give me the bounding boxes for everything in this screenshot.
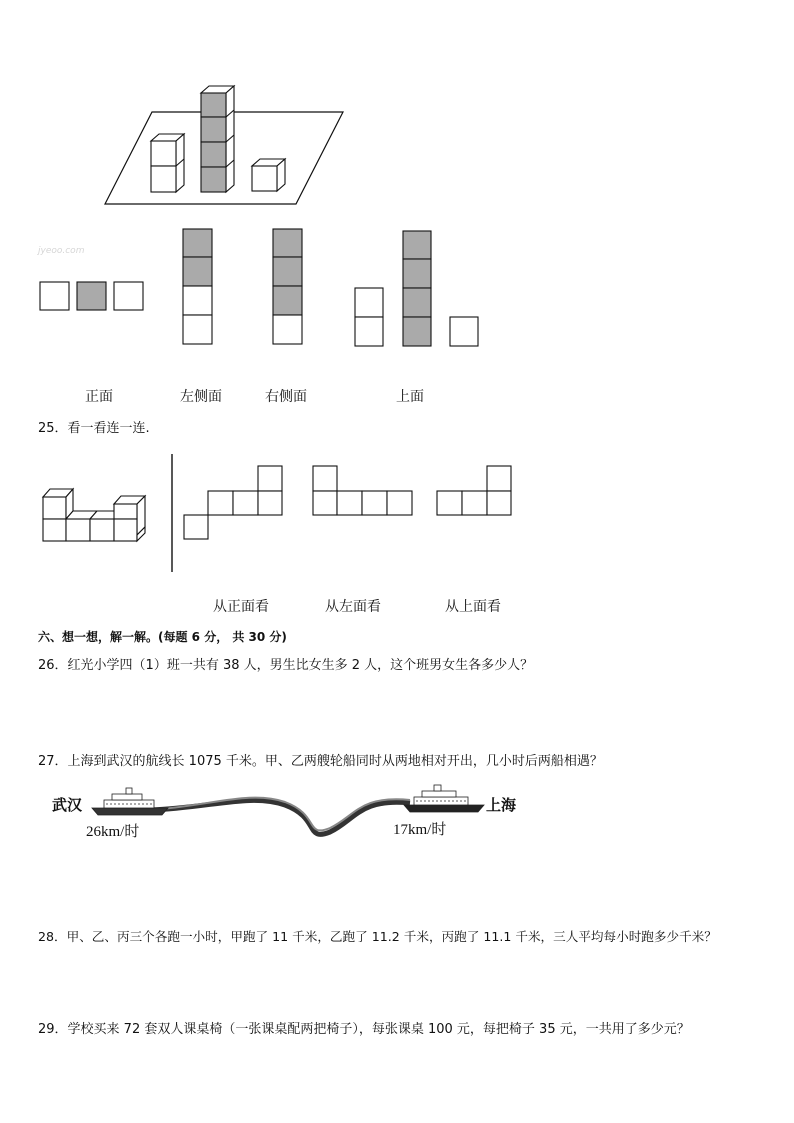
right-view-label: 右侧面	[265, 389, 307, 405]
left-view-label: 左侧面	[180, 389, 222, 405]
right-ship-icon	[404, 785, 484, 812]
left-ship-icon	[92, 788, 168, 815]
speed-right: 17km/时	[393, 822, 447, 838]
label-from-front: 从正面看	[213, 599, 269, 615]
question-25: 25．看一看连一连.	[38, 421, 150, 436]
city-wuhan: 武汉	[52, 796, 83, 814]
question-28: 28．甲、乙、丙三个各跑一小时，甲跑了 11 千米，乙跑了 11.2 千米，丙跑了 11.1 千米，三人平均每小时跑多少千米？	[38, 929, 717, 944]
question-29: 29．学校买来 72 套双人课桌椅（一张课桌配两把椅子），每张课桌 100 元，每把椅子 35 元，一共用了多少元？	[38, 1022, 690, 1037]
section-6-title: 六、想一想，解一解。(每题 6 分， 共 30 分)	[38, 630, 287, 644]
city-shanghai: 上海	[486, 796, 517, 814]
top-view-label: 上面	[396, 389, 424, 405]
question-26: 26．红光小学四（1）班一共有 38 人，男生比女生多 2 人，这个班男女生各多少人？	[38, 658, 534, 673]
watermark-text: jyeoo.com	[38, 246, 85, 256]
label-from-top: 从上面看	[445, 599, 501, 615]
speed-left: 26km/时	[86, 824, 140, 840]
question-27: 27．上海到武汉的航线长 1075 千米。甲、乙两艘轮船同时从两地相对开出，几小时后两船相遇？	[38, 754, 603, 769]
label-from-left: 从左面看	[325, 599, 381, 615]
front-view-label: 正面	[85, 389, 113, 405]
